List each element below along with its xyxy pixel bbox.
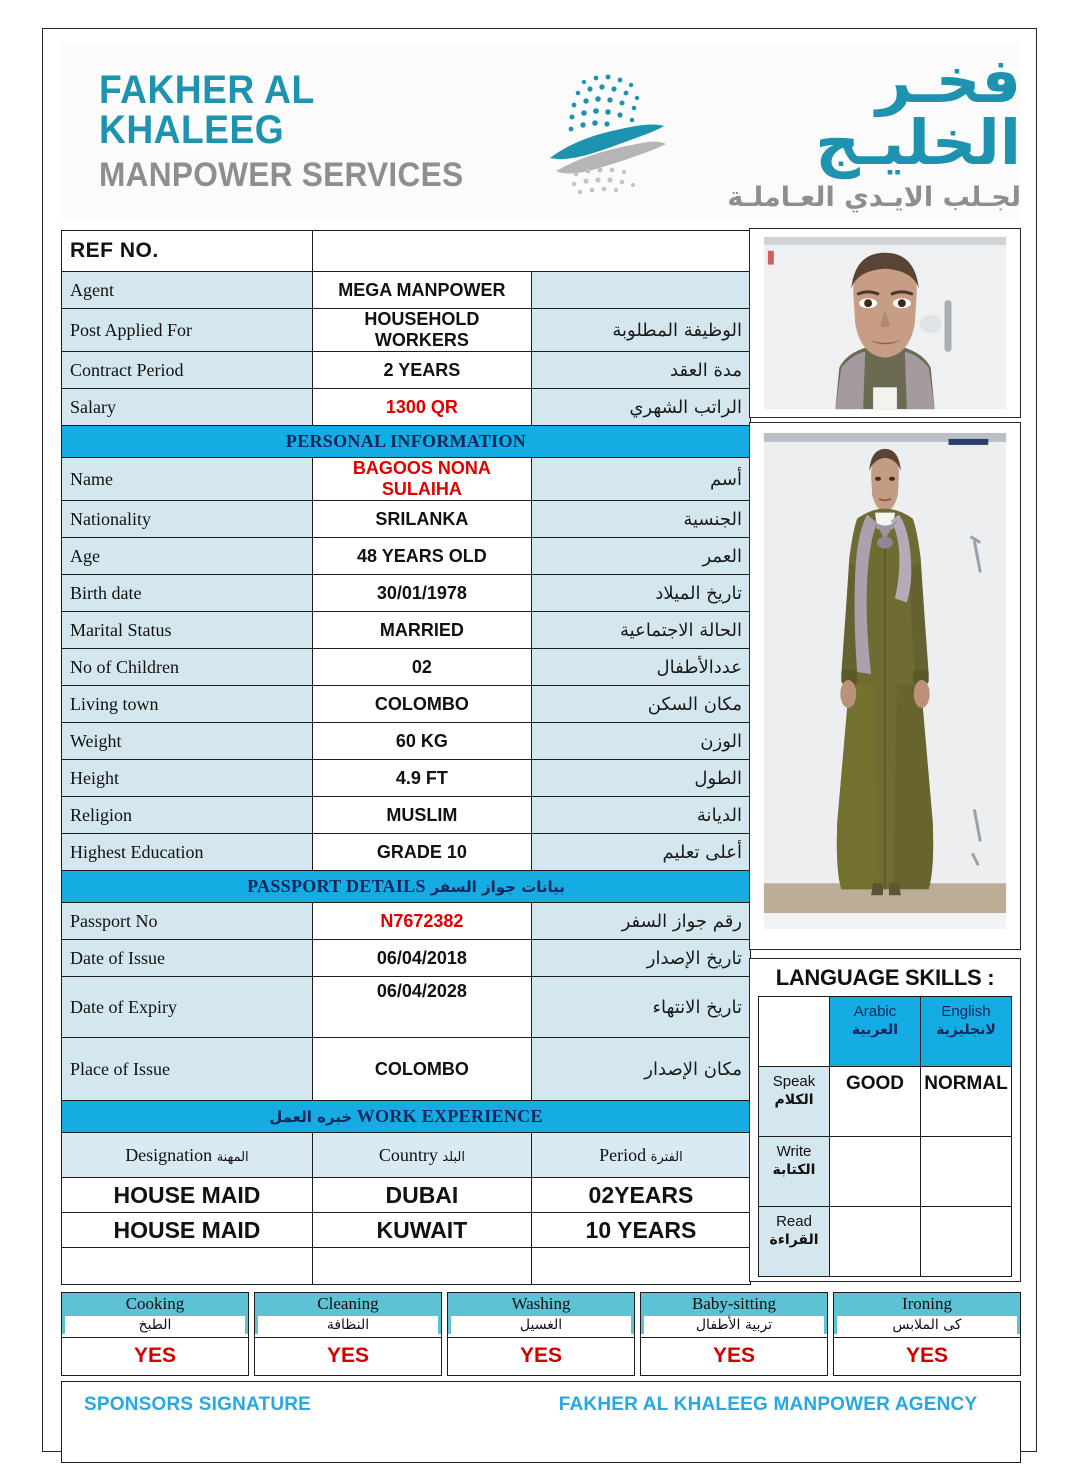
row-label: Passport No bbox=[62, 903, 313, 940]
row-label: Contract Period bbox=[62, 352, 313, 389]
work-table-header-row bbox=[62, 1133, 751, 1178]
table-row bbox=[62, 501, 751, 538]
table-row bbox=[62, 903, 751, 940]
row-arabic-label: تاريخ الإصدار bbox=[531, 940, 750, 977]
row-value: COLOMBO bbox=[312, 1038, 531, 1101]
row-arabic-label: مدة العقد bbox=[531, 352, 750, 389]
skill-arabic-cleaning: النظافة bbox=[326, 1316, 370, 1333]
work-header-period bbox=[531, 1133, 750, 1178]
skill-arabic-box-babysitting bbox=[644, 1316, 824, 1334]
work-header-designation-en: Designation bbox=[125, 1144, 213, 1165]
skill-header-babysitting bbox=[641, 1293, 827, 1334]
row-value: 02 bbox=[312, 649, 531, 686]
row-arabic-label: الديانة bbox=[531, 797, 750, 834]
row-arabic-label bbox=[531, 272, 750, 309]
language-skills-table bbox=[758, 996, 1012, 1277]
work-header-designation-ar: المهنة bbox=[216, 1149, 249, 1165]
skill-value-cleaning: YES bbox=[255, 1337, 441, 1375]
row-value-salary: 1300 QR bbox=[312, 389, 531, 426]
row-value: MUSLIM bbox=[312, 797, 531, 834]
row-label: Nationality bbox=[62, 501, 313, 538]
language-skills-panel bbox=[749, 958, 1021, 1282]
work-header-country bbox=[312, 1133, 531, 1178]
row-label: Post Applied For bbox=[62, 309, 313, 352]
language-row-speak-ar: الكلام bbox=[774, 1091, 814, 1108]
logo-arabic-name: فخـر الخليـج bbox=[815, 44, 1021, 179]
skill-arabic-cooking: الطبخ bbox=[138, 1316, 172, 1333]
applicant-face-photo bbox=[749, 228, 1021, 418]
work-country[interactable] bbox=[312, 1248, 531, 1285]
section-title-passport-ar: بيانات جواز السفر bbox=[430, 878, 565, 896]
row-label: Height bbox=[62, 760, 313, 797]
signature-section bbox=[61, 1381, 1021, 1463]
section-header-work bbox=[62, 1101, 751, 1133]
language-column-arabic-en: Arabic bbox=[853, 1003, 897, 1020]
language-skills-title: LANGUAGE SKILLS : bbox=[775, 965, 995, 990]
language-row-write-en: Write bbox=[776, 1143, 812, 1160]
work-experience-row-empty bbox=[62, 1248, 751, 1285]
skill-column-ironing bbox=[833, 1292, 1021, 1376]
skill-arabic-box-ironing bbox=[837, 1316, 1017, 1334]
table-row bbox=[62, 538, 751, 575]
table-row bbox=[62, 723, 751, 760]
work-header-designation bbox=[62, 1133, 313, 1178]
skill-arabic-box-cleaning bbox=[258, 1316, 438, 1334]
row-value: 4.9 FT bbox=[312, 760, 531, 797]
section-title-work-ar: خبره العمل bbox=[269, 1108, 353, 1126]
language-column-arabic bbox=[830, 997, 921, 1067]
company-header-banner bbox=[61, 43, 1021, 218]
table-row bbox=[62, 797, 751, 834]
refno-value[interactable] bbox=[312, 231, 750, 272]
skill-arabic-washing: الغسيل bbox=[519, 1316, 563, 1333]
section-title-passport bbox=[62, 871, 751, 903]
row-arabic-label: تاريخ الميلاد bbox=[531, 575, 750, 612]
row-arabic-label: الوزن bbox=[531, 723, 750, 760]
section-title-work bbox=[62, 1101, 751, 1133]
skill-name-cooking: Cooking bbox=[125, 1294, 185, 1313]
work-header-period-en: Period bbox=[599, 1144, 647, 1165]
skill-name-ironing: Ironing bbox=[901, 1294, 953, 1313]
work-experience-row bbox=[62, 1213, 751, 1248]
row-label: Birth date bbox=[62, 575, 313, 612]
row-label: Date of Issue bbox=[62, 940, 313, 977]
row-value: SRILANKA bbox=[312, 501, 531, 538]
logo-arabic-tagline: لجـلب الايـدي العـاملـة bbox=[727, 182, 1021, 213]
row-value: GRADE 10 bbox=[312, 834, 531, 871]
table-row bbox=[62, 309, 751, 352]
skill-column-washing bbox=[447, 1292, 635, 1376]
row-value: HOUSEHOLD WORKERS bbox=[312, 309, 531, 352]
table-row bbox=[62, 940, 751, 977]
row-arabic-label: الجنسية bbox=[531, 501, 750, 538]
row-arabic-label: العمر bbox=[531, 538, 750, 575]
work-period: 02YEARS bbox=[531, 1178, 750, 1213]
row-value: 60 KG bbox=[312, 723, 531, 760]
row-value-passport-no: N7672382 bbox=[312, 903, 531, 940]
row-value: 48 YEARS OLD bbox=[312, 538, 531, 575]
row-arabic-label: مكان السكن bbox=[531, 686, 750, 723]
skill-name-babysitting: Baby-sitting bbox=[691, 1294, 777, 1313]
work-designation[interactable] bbox=[62, 1248, 313, 1285]
row-label: Weight bbox=[62, 723, 313, 760]
row-label: Religion bbox=[62, 797, 313, 834]
row-label: Highest Education bbox=[62, 834, 313, 871]
work-country: KUWAIT bbox=[312, 1213, 531, 1248]
section-title-work-en: WORK EXPERIENCE bbox=[356, 1106, 543, 1126]
language-row-label-read bbox=[759, 1207, 830, 1277]
language-row-label-speak bbox=[759, 1067, 830, 1137]
skill-header-ironing bbox=[834, 1293, 1020, 1334]
section-header-personal bbox=[62, 426, 751, 458]
language-row-read-ar: القراءة bbox=[769, 1231, 819, 1248]
table-row bbox=[62, 686, 751, 723]
skill-value-babysitting: YES bbox=[641, 1337, 827, 1375]
language-header-row bbox=[759, 997, 1012, 1067]
row-arabic-label: الحالة الاجتماعية bbox=[531, 612, 750, 649]
row-label: Place of Issue bbox=[62, 1038, 313, 1101]
row-arabic-label: رقم جواز السفر bbox=[531, 903, 750, 940]
sponsor-signature-label: SPONSORS SIGNATURE bbox=[84, 1394, 312, 1415]
skill-header-cleaning bbox=[255, 1293, 441, 1334]
skill-header-cooking bbox=[62, 1293, 248, 1334]
work-country: DUBAI bbox=[312, 1178, 531, 1213]
row-value: 06/04/2018 bbox=[312, 940, 531, 977]
language-row-label-write bbox=[759, 1137, 830, 1207]
row-label: Agent bbox=[62, 272, 313, 309]
row-label: Marital Status bbox=[62, 612, 313, 649]
table-row-refno bbox=[62, 231, 751, 272]
row-arabic-label: تاريخ الانتهاء bbox=[531, 977, 750, 1038]
row-value: MEGA MANPOWER bbox=[312, 272, 531, 309]
work-designation: HOUSE MAID bbox=[62, 1178, 313, 1213]
table-row bbox=[62, 649, 751, 686]
agency-signature-area[interactable] bbox=[523, 1394, 998, 1416]
row-arabic-label: عددالأطفال bbox=[531, 649, 750, 686]
work-period[interactable] bbox=[531, 1248, 750, 1285]
logo-company-name: FAKHER AL KHALEEG bbox=[99, 67, 315, 152]
skill-name-washing: Washing bbox=[511, 1294, 571, 1313]
language-row-write-ar: الكتابة bbox=[772, 1161, 816, 1178]
section-header-passport bbox=[62, 871, 751, 903]
row-arabic-label: أسم bbox=[531, 458, 750, 501]
household-skills-row bbox=[61, 1292, 1021, 1376]
skill-arabic-babysitting: تربية الأطفال bbox=[695, 1316, 773, 1333]
section-title-personal: PERSONAL INFORMATION bbox=[62, 426, 751, 458]
logo-english-text bbox=[99, 67, 502, 194]
language-speak-arabic-value[interactable]: GOOD bbox=[830, 1067, 921, 1137]
language-row-read bbox=[759, 1207, 1012, 1277]
language-write-english-value[interactable] bbox=[921, 1137, 1012, 1207]
work-header-period-ar: الفترة bbox=[650, 1149, 683, 1165]
table-row bbox=[62, 458, 751, 501]
row-value: 06/04/2028 bbox=[312, 977, 531, 1038]
skill-column-cleaning bbox=[254, 1292, 442, 1376]
language-column-english-ar: لانجليزية bbox=[936, 1021, 996, 1038]
table-row bbox=[62, 389, 751, 426]
row-arabic-label: مكان الإصدار bbox=[531, 1038, 750, 1101]
table-row bbox=[62, 612, 751, 649]
logo-arabic-text bbox=[681, 44, 1021, 213]
skill-arabic-ironing: كى الملابس bbox=[892, 1316, 962, 1333]
table-row bbox=[62, 1038, 751, 1101]
skill-value-ironing: YES bbox=[834, 1337, 1020, 1375]
row-label: No of Children bbox=[62, 649, 313, 686]
language-column-english-en: English bbox=[941, 1003, 991, 1020]
table-row bbox=[62, 352, 751, 389]
table-row bbox=[62, 834, 751, 871]
row-arabic-label: الوظيفة المطلوبة bbox=[531, 309, 750, 352]
language-corner-cell bbox=[759, 997, 830, 1067]
skill-column-babysitting bbox=[640, 1292, 828, 1376]
logo-company-tagline: MANPOWER SERVICES bbox=[99, 155, 464, 194]
language-row-read-en: Read bbox=[776, 1213, 812, 1230]
table-row bbox=[62, 977, 751, 1038]
row-arabic-label: أعلى تعليم bbox=[531, 834, 750, 871]
language-row-write bbox=[759, 1137, 1012, 1207]
language-row-speak bbox=[759, 1067, 1012, 1137]
row-value: COLOMBO bbox=[312, 686, 531, 723]
work-header-country-ar: البلد bbox=[442, 1149, 465, 1165]
language-column-english bbox=[921, 997, 1012, 1067]
language-read-english-value[interactable] bbox=[921, 1207, 1012, 1277]
language-row-speak-en: Speak bbox=[772, 1073, 816, 1090]
agency-signature-label: FAKHER AL KHALEEG MANPOWER AGENCY bbox=[558, 1394, 978, 1415]
row-value: 2 YEARS bbox=[312, 352, 531, 389]
section-title-passport-en: PASSPORT DETAILS bbox=[247, 876, 426, 896]
skill-name-cleaning: Cleaning bbox=[317, 1294, 379, 1313]
skill-value-washing: YES bbox=[448, 1337, 634, 1375]
table-row bbox=[62, 760, 751, 797]
language-read-arabic-value[interactable] bbox=[830, 1207, 921, 1277]
row-arabic-label: الطول bbox=[531, 760, 750, 797]
row-label: Living town bbox=[62, 686, 313, 723]
row-value: 30/01/1978 bbox=[312, 575, 531, 612]
language-speak-english-value[interactable]: NORMAL bbox=[921, 1067, 1012, 1137]
work-period: 10 YEARS bbox=[531, 1213, 750, 1248]
row-value-name: BAGOOS NONA SULAIHA bbox=[312, 458, 531, 501]
company-logo-icon bbox=[536, 66, 671, 196]
row-label: Age bbox=[62, 538, 313, 575]
skill-header-washing bbox=[448, 1293, 634, 1334]
table-row bbox=[62, 575, 751, 612]
applicant-details-table bbox=[61, 230, 751, 1285]
table-row bbox=[62, 272, 751, 309]
skill-arabic-box-cooking bbox=[65, 1316, 245, 1334]
skill-value-cooking: YES bbox=[62, 1337, 248, 1375]
cv-document-page bbox=[42, 28, 1037, 1452]
skill-column-cooking bbox=[61, 1292, 249, 1376]
refno-label: REF NO. bbox=[62, 231, 313, 272]
work-header-country-en: Country bbox=[378, 1144, 438, 1165]
work-experience-row bbox=[62, 1178, 751, 1213]
row-label: Date of Expiry bbox=[62, 977, 313, 1038]
row-value: MARRIED bbox=[312, 612, 531, 649]
sponsor-signature-area[interactable] bbox=[84, 1394, 523, 1416]
language-column-arabic-ar: العربية bbox=[851, 1021, 899, 1038]
row-arabic-label: الراتب الشهري bbox=[531, 389, 750, 426]
row-label: Salary bbox=[62, 389, 313, 426]
applicant-full-body-photo bbox=[749, 422, 1021, 950]
row-label: Name bbox=[62, 458, 313, 501]
work-designation: HOUSE MAID bbox=[62, 1213, 313, 1248]
skill-arabic-box-washing bbox=[451, 1316, 631, 1334]
language-write-arabic-value[interactable] bbox=[830, 1137, 921, 1207]
